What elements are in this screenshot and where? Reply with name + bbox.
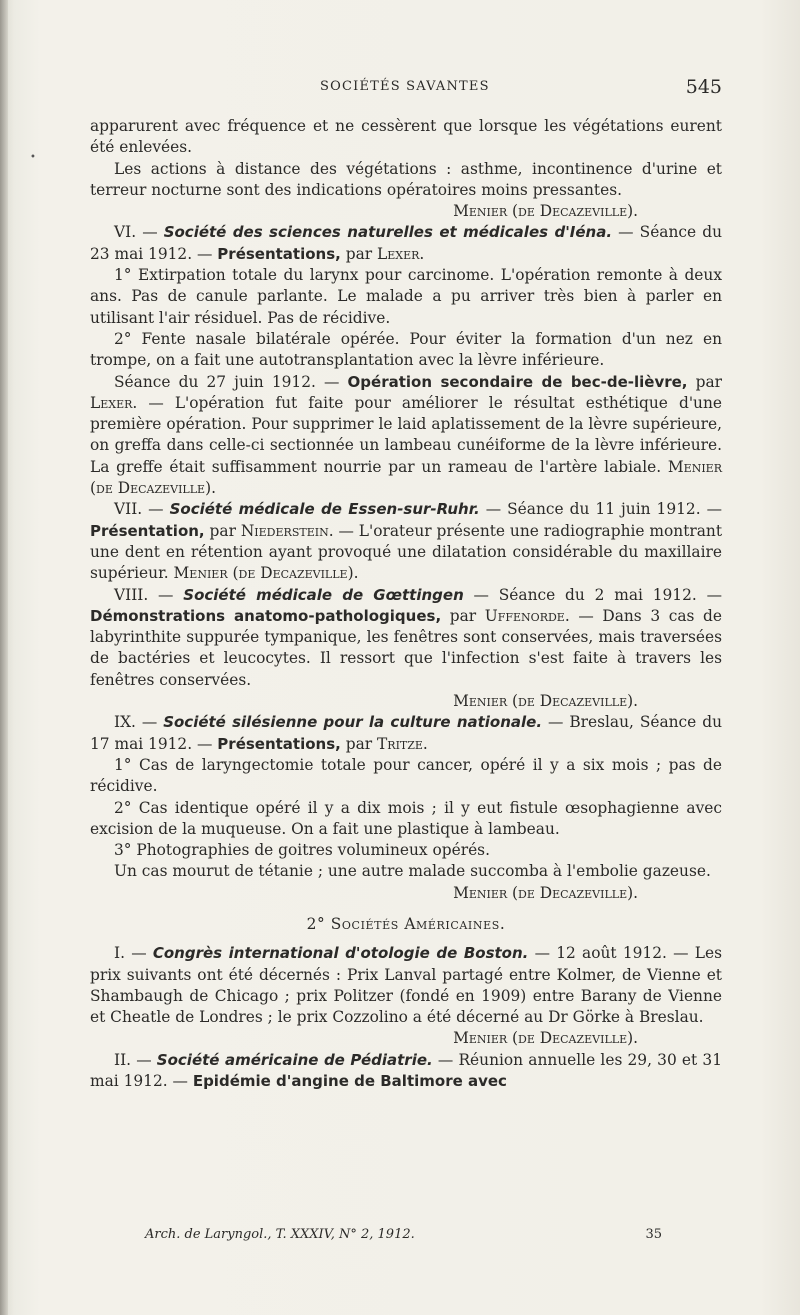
signature: Menier (de Decazeville).	[453, 883, 638, 902]
section-heading: 2° Sociétés Américaines.	[306, 914, 506, 933]
society-title: Société médicale de Essen-sur-Ruhr.	[169, 500, 480, 519]
society-entry	[90, 585, 722, 691]
society-title: Congrès international d'otologie de Boston.	[152, 944, 529, 963]
entry-number: II. —	[114, 1050, 157, 1069]
entry-text: par	[204, 521, 241, 540]
paragraph: apparurent avec fréquence et ne cessèrent que lorsque les végétations eurent été enlevées.	[90, 117, 722, 157]
margin-dot: •	[30, 152, 36, 163]
journal-citation: Arch. de Laryngol., T. XXXIV, N° 2, 1912.	[145, 1227, 415, 1242]
paragraph: 2° Fente nasale bilatérale opérée. Pour éviter la formation d'un nez en trompe, on a fait une autotransplantation avec la lèvre inférieure.	[90, 329, 722, 370]
signature: Menier (de Decazeville).	[453, 1029, 638, 1048]
paragraph: 3° Photographies de goitres volumineux opérés.	[114, 841, 490, 860]
society-title: Société des sciences naturelles et médicales d'Iéna.	[163, 223, 613, 242]
entry-number: VI. —	[114, 223, 164, 242]
paragraph: 1° Extirpation totale du larynx pour carcinome. L'opération remonte à deux ans. Pas de canule parlante. Le malade a pu arriver très bien à parler en utilisant l'air résiduel. Pas de récidive.	[90, 266, 722, 327]
entry-heading: Opération secondaire de bec-de-lièvre,	[347, 372, 688, 391]
entry-text: — Breslau, Séance du 17 mai 1912. —	[90, 713, 722, 753]
society-title: Société médicale de Gœttingen	[183, 585, 464, 604]
entry-text: — Séance du 23 mai 1912. —	[90, 223, 722, 263]
society-title: Société américaine de Pédiatrie.	[156, 1050, 433, 1069]
signature: Menier (de Decazeville).	[173, 564, 359, 583]
paragraph	[90, 372, 722, 500]
entry-number: IX. —	[114, 713, 164, 732]
entry-number: VII. —	[114, 500, 170, 519]
entry-heading: Démonstrations anatomo-pathologiques,	[90, 606, 442, 625]
entry-text: Séance du 27 juin 1912. —	[114, 372, 348, 391]
signature: Menier (de Decazeville).	[453, 692, 638, 711]
paragraph-text: Les actions à distance des végétations : asthme, incontinence d'urine et terreur nocturne sont des indications opératoires moins pressantes.	[90, 159, 722, 199]
entry-heading: Présentation,	[90, 521, 205, 540]
sheet-number: 35	[645, 1227, 662, 1242]
entry-heading: Présentations,	[217, 244, 341, 263]
society-title: Société silésienne pour la culture nationale.	[163, 713, 543, 732]
book-spine-shadow	[0, 0, 8, 1315]
entry-text: par	[340, 244, 378, 263]
running-head: SOCIÉTÉS SAVANTES	[320, 79, 490, 94]
entry-text: — L'orateur présente une radiographie montrant une dent en rétention ayant provoqué une dilatation considérable du maxillaire supérieur.	[90, 521, 723, 583]
signature: Menier (de Decazeville).	[90, 457, 722, 498]
paragraph: Un cas mourut de tétanie ; une autre malade succomba à l'embolie gazeuse.	[114, 862, 711, 881]
society-entry	[90, 222, 722, 265]
society-entry	[90, 499, 722, 584]
entry-text: — Séance du 2 mai 1912. —	[463, 585, 722, 604]
entry-number: I. —	[114, 944, 153, 963]
society-entry	[90, 712, 722, 755]
paragraph	[90, 159, 722, 202]
entry-author: Niederstein.	[240, 521, 334, 540]
paragraph: 1° Cas de laryngectomie totale pour cancer, opéré il y a six mois ; pas de récidive.	[90, 755, 722, 796]
paragraph: 2° Cas identique opéré il y a dix mois ; il y eut fistule œsophagienne avec excision de la muqueuse. On a fait une plastique à lambeau.	[90, 798, 722, 838]
entry-text: — Séance du 11 juin 1912. —	[479, 500, 723, 519]
society-entry	[90, 943, 722, 1028]
entry-number: VIII. —	[114, 585, 184, 604]
entry-text: — Réunion annuelle les 29, 30 et 31 mai 1912. —	[90, 1050, 722, 1091]
entry-heading: Epidémie d'angine de Baltimore avec	[192, 1072, 507, 1091]
page-number: 545	[685, 76, 722, 98]
entry-text: par	[441, 606, 485, 625]
entry-author: Tritze.	[377, 734, 428, 753]
page-header	[90, 76, 722, 100]
entry-text: — Dans 3 cas de labyrinthite suppurée tympanique, les fenêtres sont conservées, mais traversées de bactéries et leucocytes. Il ressort que l'infection s'est faite à travers les fenêtres conservées.	[90, 606, 723, 689]
entry-heading: Présentations,	[217, 734, 341, 753]
society-entry	[90, 1050, 722, 1093]
entry-text: — L'opération fut faite pour améliorer le résultat esthétique d'une première opération. Pour supprimer le laid aplatissement de la lèvre supérieure, on greffa dans celle-ci sectionnée un lambeau cunéiforme de la lèvre inférieure. La greffe était suffisamment nourrie par un rameau de l'artère labiale.	[90, 393, 722, 476]
entry-text: — 12 août 1912. — Les prix suivants ont été décernés : Prix Lanval partagé entre Kolmer, de Vienne et Shambaugh de Chicago ; prix Politzer (fondé en 1909) entre Barany de Vienne et Cheatle de Londres ; le prix Cozzolino a été décerné au Dr Görke à Breslau.	[90, 944, 722, 1027]
entry-author: Lexer.	[90, 393, 138, 412]
entry-text: par	[687, 372, 723, 391]
signature: Menier (de Decazeville).	[453, 202, 638, 221]
entry-author: Uffenorde.	[484, 606, 570, 625]
entry-text: par	[340, 734, 378, 753]
page-body	[90, 116, 722, 1092]
entry-author: Lexer.	[377, 244, 425, 263]
